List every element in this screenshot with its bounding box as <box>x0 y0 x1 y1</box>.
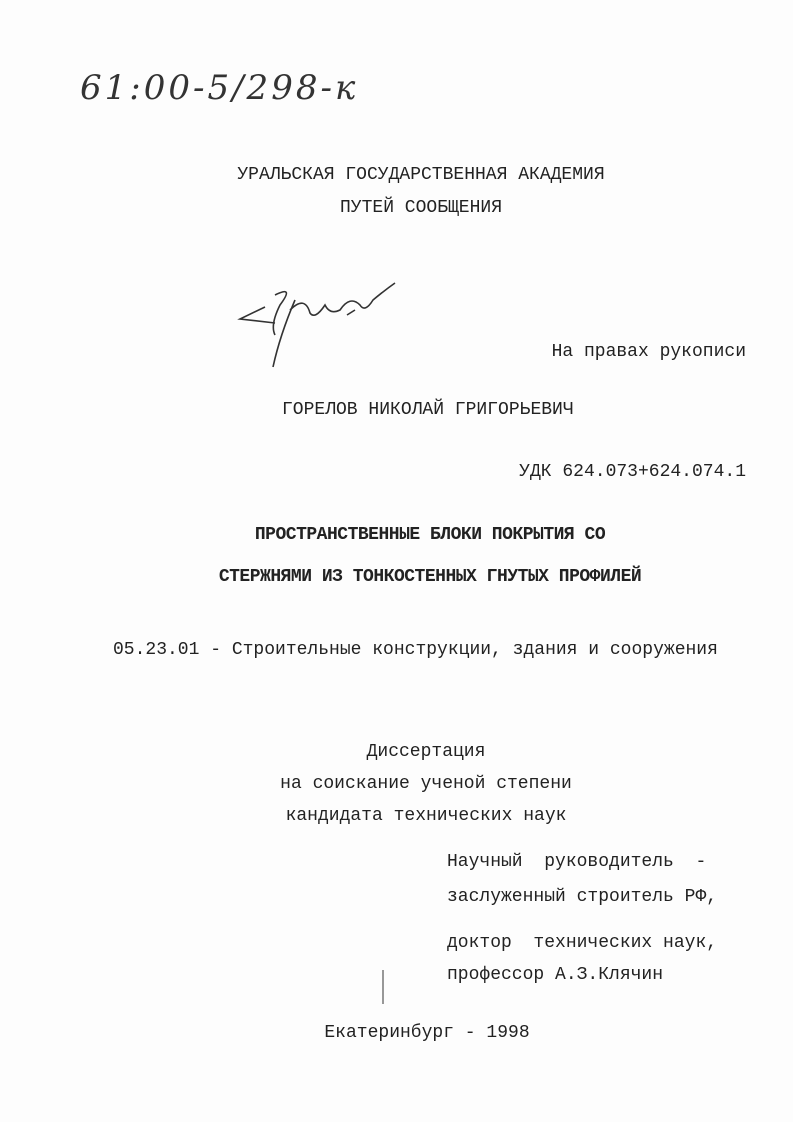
institution-line-2: ПУТЕЙ СООБЩЕНИЯ <box>339 198 503 218</box>
degree-line-2: на соискание ученой степени <box>280 774 572 794</box>
signature-icon <box>235 275 405 375</box>
city-year: Екатеринбург - 1998 <box>324 1023 530 1043</box>
supervisor-line-2: заслуженный строитель РФ, <box>447 887 718 907</box>
supervisor-line-4: профессор А.З.Клячин <box>447 965 664 985</box>
author-name: ГОРЕЛОВ НИКОЛАЙ ГРИГОРЬЕВИЧ <box>282 400 574 420</box>
specialty: 05.23.01 - Строительные конструкции, здания и сооружения <box>113 640 718 660</box>
degree-line-1: Диссертация <box>366 742 486 762</box>
institution-line-1: УРАЛЬСКАЯ ГОСУДАРСТВЕННАЯ АКАДЕМИЯ <box>237 165 605 185</box>
title-line-2: СТЕРЖНЯМИ ИЗ ТОНКОСТЕННЫХ ГНУТЫХ ПРОФИЛЕЙ <box>218 567 642 587</box>
degree-line-3: кандидата технических наук <box>285 806 567 826</box>
title-line-1: ПРОСТРАНСТВЕННЫЕ БЛОКИ ПОКРЫТИЯ СО <box>254 525 606 545</box>
udc-code: УДК 624.073+624.074.1 <box>519 462 746 482</box>
manuscript-rights: На правах рукописи <box>551 342 746 362</box>
supervisor-line-3: доктор технических наук, <box>447 933 718 953</box>
scan-mark <box>380 970 386 1006</box>
handwritten-archive-number: 61:00-5/298-к <box>80 68 359 108</box>
supervisor-line-1: Научный руководитель - <box>447 852 707 872</box>
